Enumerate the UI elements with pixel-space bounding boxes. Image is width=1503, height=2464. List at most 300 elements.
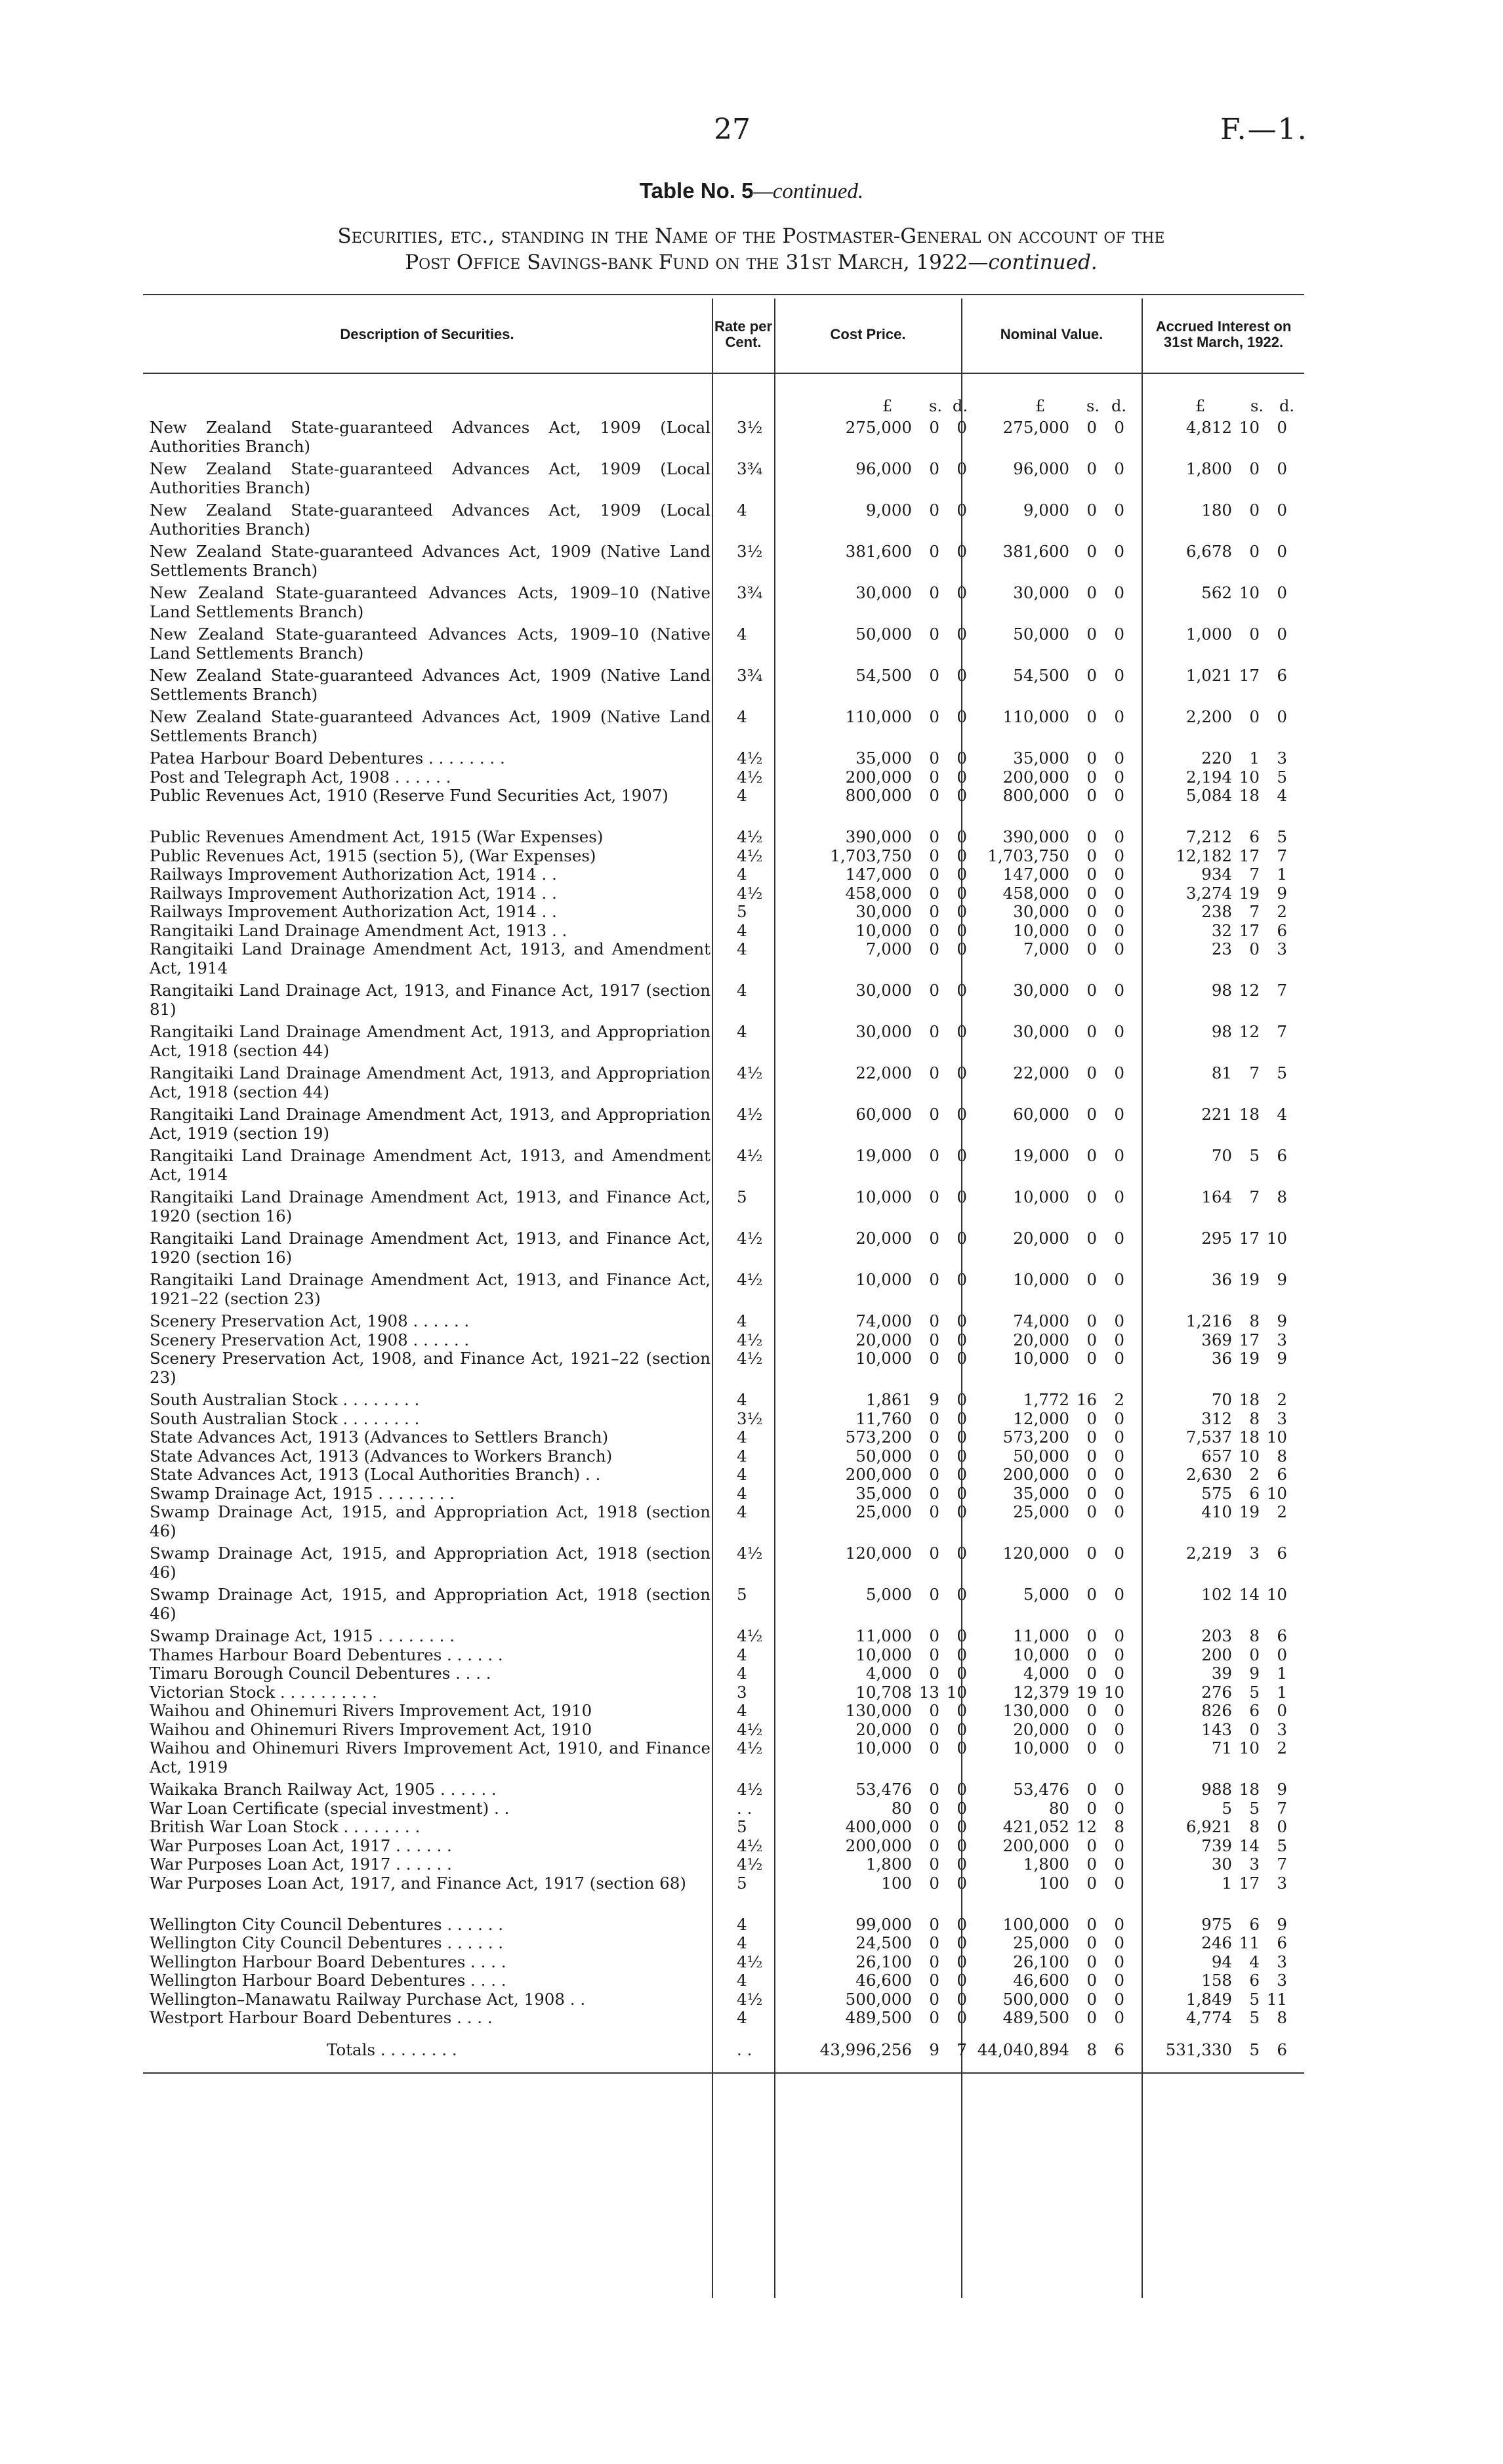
accrued-interest-pence: 6 [1277, 920, 1287, 940]
total-cost-price [812, 2041, 967, 2060]
cost-price [812, 1023, 967, 1042]
accrued-interest-pence: 4 [1277, 786, 1287, 805]
cost-price-pence: 0 [957, 1408, 967, 1428]
accrued-interest [1147, 1855, 1287, 1874]
cost-price [812, 749, 967, 768]
nominal-value-pounds: 275,000 [1002, 418, 1069, 437]
cost-price-pounds: 10,000 [855, 920, 912, 940]
accrued-interest-pence: 0 [1277, 459, 1287, 478]
nominal-value-pence: 0 [1114, 1349, 1124, 1368]
nominal-value-shillings: 0 [1086, 883, 1097, 903]
cost-price-pence: 0 [957, 749, 967, 768]
cost-price-shillings: 0 [929, 583, 939, 602]
nominal-value-pounds: 35,000 [1013, 749, 1069, 768]
accrued-interest-pounds: 220 [1201, 749, 1232, 768]
accrued-interest-shillings: 0 [1249, 542, 1260, 561]
nominal-value-shillings: 0 [1086, 920, 1097, 940]
cost-price-pence: 0 [957, 1817, 967, 1836]
nominal-value-pounds: 10,000 [1013, 1645, 1069, 1664]
rate-per-cent: 4 [737, 786, 747, 805]
table-row [143, 1023, 1304, 1064]
nominal-value-pounds: 19,000 [1013, 1146, 1069, 1165]
cost-price-pounds: 573,200 [845, 1427, 912, 1447]
accrued-interest-shillings: 6 [1249, 1483, 1260, 1503]
accrued-interest-pence: 3 [1277, 1719, 1287, 1739]
table-row [143, 1780, 1304, 1799]
cost-price-pence: 0 [957, 1855, 967, 1874]
table-row [143, 1447, 1304, 1466]
nominal-value [970, 1271, 1124, 1290]
accrued-interest [1147, 940, 1287, 959]
accrued-interest [1147, 1466, 1287, 1485]
accrued-interest-pence: 6 [1277, 1544, 1287, 1563]
accrued-interest [1147, 828, 1287, 847]
accrued-interest [1147, 1971, 1287, 1990]
accrued-interest-shillings: 8 [1249, 1311, 1260, 1330]
nominal-value-pounds: 12,000 [1013, 1408, 1069, 1428]
table-row [143, 1683, 1304, 1702]
nominal-value [970, 865, 1124, 884]
table-row [143, 1664, 1304, 1683]
accrued-interest-shillings: 7 [1249, 1187, 1260, 1206]
cost-price [812, 1271, 967, 1290]
cost-unit-pence: d. [953, 397, 968, 415]
nominal-value-pence: 0 [1114, 1933, 1124, 1952]
table-subtitle [184, 223, 1319, 276]
table-row [143, 1953, 1304, 1972]
nominal-value-pence: 0 [1114, 1146, 1124, 1165]
cost-price-pounds: 54,500 [855, 666, 912, 685]
cost-price-shillings: 0 [929, 1465, 939, 1484]
accrued-interest [1147, 1683, 1287, 1702]
cost-price-shillings: 0 [929, 418, 939, 437]
cost-price-pounds: 10,000 [855, 1349, 912, 1368]
nominal-value-shillings: 0 [1086, 1914, 1097, 1934]
nominal-value-pence: 0 [1114, 749, 1124, 768]
cost-price-pence: 0 [957, 883, 967, 903]
accrued-interest-pence: 1 [1277, 1664, 1287, 1683]
accrued-interest-pounds: 70 [1211, 1390, 1232, 1409]
accrued-interest [1147, 1739, 1287, 1758]
nominal-value-pence: 0 [1114, 1664, 1124, 1683]
cost-price-pounds: 120,000 [845, 1544, 912, 1563]
rate-per-cent: 4 [737, 1933, 747, 1952]
table-row [143, 981, 1304, 1023]
rate-per-cent: 4½ [737, 1330, 763, 1349]
accrued-interest [1147, 1312, 1287, 1331]
accrued-interest [1147, 884, 1287, 903]
security-description: Waihou and Ohinemuri Rivers Improvement Act, 1910, and Finance Act, 1919 [150, 1738, 710, 1776]
accrued-interest [1147, 1799, 1287, 1818]
accrued-interest-pounds: 30 [1211, 1855, 1232, 1874]
table-row [143, 828, 1304, 847]
cost-price-pence: 0 [957, 1645, 967, 1664]
cost-price-pounds: 30,000 [855, 981, 912, 1000]
cost-price-shillings: 0 [929, 1798, 939, 1818]
rate-per-cent: 4 [737, 1427, 747, 1447]
accrued-interest-pounds: 2,219 [1185, 1544, 1232, 1563]
table-row [143, 1271, 1304, 1312]
security-description: Wellington City Council Debentures . . . . . . [150, 1914, 504, 1934]
rate-per-cent: 4½ [737, 1270, 763, 1289]
cost-price-pence: 0 [957, 1836, 967, 1855]
nominal-value [970, 787, 1124, 806]
cost-price [812, 419, 967, 438]
cost-price-shillings: 0 [929, 1502, 939, 1521]
total-cost-price-pence: 7 [957, 2040, 967, 2059]
nominal-value-pounds: 10,000 [1013, 1349, 1069, 1368]
nominal-value-pounds: 46,600 [1013, 1971, 1069, 1990]
rate-per-cent: 5 [737, 1817, 747, 1836]
table-row [143, 625, 1304, 667]
nominal-value-pounds: 489,500 [1002, 2008, 1069, 2027]
accrued-interest-pence: 1 [1277, 865, 1287, 884]
cost-price-pounds: 10,000 [855, 1645, 912, 1664]
rate-per-cent: 4 [737, 1390, 747, 1409]
nominal-value-pounds: 12,379 [1013, 1682, 1069, 1702]
nominal-value [970, 1664, 1124, 1683]
rate-per-cent: 4½ [737, 1738, 763, 1757]
accrued-interest-pence: 8 [1277, 1187, 1287, 1206]
rate-per-cent: 4½ [737, 1229, 763, 1248]
cost-price [812, 1544, 967, 1563]
accrued-interest-pounds: 98 [1211, 981, 1232, 1000]
cost-unit-pound: £ [882, 397, 893, 415]
cost-price-shillings: 0 [929, 1914, 939, 1934]
accrued-interest [1147, 625, 1287, 644]
nominal-value [970, 543, 1124, 562]
nominal-value [970, 1023, 1124, 1042]
nominal-value [970, 1874, 1124, 1893]
security-description: War Loan Certificate (special investment) . . [150, 1798, 510, 1818]
nominal-value-shillings: 0 [1086, 583, 1097, 602]
cost-price-pounds: 7,000 [865, 939, 912, 958]
total-nominal-value [970, 2041, 1124, 2060]
cost-price-shillings: 0 [929, 1836, 939, 1855]
accrued-interest-shillings: 6 [1249, 1971, 1260, 1990]
accrued-interest [1147, 1064, 1287, 1083]
cost-price-pounds: 96,000 [855, 459, 912, 478]
nominal-value-pence: 0 [1114, 583, 1124, 602]
cost-price [812, 1447, 967, 1466]
accrued-interest-pounds: 369 [1201, 1330, 1232, 1349]
rate-per-cent: 5 [737, 1585, 747, 1604]
accrued-interest [1147, 1627, 1287, 1646]
nominal-value [970, 828, 1124, 847]
accrued-interest [1147, 1229, 1287, 1248]
accrued-interest-shillings: 10 [1239, 583, 1260, 602]
rate-per-cent: 4½ [737, 1349, 763, 1368]
cost-price-shillings: 0 [929, 1780, 939, 1799]
accrued-interest [1147, 1105, 1287, 1124]
nominal-value [970, 1391, 1124, 1410]
security-description: State Advances Act, 1913 (Local Authorities Branch) . . [150, 1465, 601, 1484]
accrued-interest-shillings: 19 [1239, 883, 1260, 903]
nominal-value-pounds: 100 [1039, 1873, 1069, 1893]
nominal-value-pounds: 30,000 [1013, 1022, 1069, 1041]
nominal-value [970, 1818, 1124, 1837]
security-description: Rangitaiki Land Drainage Amendment Act, 1913, and Appropriation Act, 1919 (section 19) [150, 1105, 710, 1143]
accrued-interest-shillings: 6 [1249, 1701, 1260, 1720]
table-row [143, 1544, 1304, 1586]
cost-price-pence: 0 [957, 902, 967, 921]
total-nominal-value-shillings: 8 [1086, 2040, 1097, 2059]
cost-price-pounds: 100 [881, 1873, 912, 1893]
cost-price-pence: 0 [957, 1780, 967, 1799]
cost-price-pence: 0 [957, 1390, 967, 1409]
nominal-value [970, 1739, 1124, 1758]
nominal-value-pounds: 800,000 [1002, 786, 1069, 805]
rate-per-cent: 4 [737, 501, 747, 520]
rate-per-cent: 3 [737, 1682, 747, 1702]
nominal-value-shillings: 0 [1086, 1971, 1097, 1990]
security-description: Thames Harbour Board Debentures . . . . . . [150, 1645, 503, 1664]
nominal-value [970, 1312, 1124, 1331]
accrued-interest-shillings: 19 [1239, 1502, 1260, 1521]
security-description: Rangitaiki Land Drainage Amendment Act, 1913, and Finance Act, 1920 (section 16) [150, 1187, 710, 1225]
accrued-interest-pounds: 988 [1201, 1780, 1232, 1799]
cost-price [812, 884, 967, 903]
nominal-value-pounds: 50,000 [1013, 625, 1069, 644]
accrued-interest [1147, 749, 1287, 768]
cost-price-shillings: 0 [929, 902, 939, 921]
table-row [143, 847, 1304, 866]
table-row [143, 2009, 1304, 2028]
accrued-interest-shillings: 12 [1239, 1022, 1260, 1041]
cost-price [812, 1780, 967, 1799]
cost-price-pence: 0 [957, 1933, 967, 1952]
accrued-interest-shillings: 10 [1239, 1446, 1260, 1466]
accrued-unit-pence: d. [1279, 397, 1294, 415]
cost-price-pence: 0 [957, 1311, 967, 1330]
nominal-value [970, 1229, 1124, 1248]
nominal-value-shillings: 19 [1076, 1682, 1097, 1702]
rate-per-cent: 4 [737, 1701, 747, 1720]
nominal-value [970, 1934, 1124, 1953]
nominal-value-pounds: 421,052 [1002, 1817, 1069, 1836]
accrued-interest-shillings: 17 [1239, 666, 1260, 685]
accrued-interest-shillings: 0 [1249, 939, 1260, 958]
table-row [143, 1739, 1304, 1780]
nominal-value-pounds: 5,000 [1023, 1585, 1069, 1604]
accrued-interest-pounds: 98 [1211, 1022, 1232, 1041]
nominal-value-pounds: 390,000 [1002, 827, 1069, 846]
nominal-value-pence: 0 [1114, 1780, 1124, 1799]
nominal-value [970, 1799, 1124, 1818]
cost-price-shillings: 0 [929, 827, 939, 846]
nominal-value-pounds: 200,000 [1002, 1836, 1069, 1855]
accrued-interest-shillings: 12 [1239, 981, 1260, 1000]
accrued-interest-shillings: 17 [1239, 846, 1260, 865]
table-row [143, 1428, 1304, 1447]
accrued-interest-pence: 3 [1277, 1971, 1287, 1990]
table-row [143, 1721, 1304, 1740]
accrued-interest-shillings: 0 [1249, 707, 1260, 726]
table-row [143, 1331, 1304, 1350]
cost-price-pounds: 200,000 [845, 1836, 912, 1855]
accrued-interest-shillings: 9 [1249, 1664, 1260, 1683]
accrued-interest-shillings: 11 [1239, 1933, 1260, 1952]
accrued-interest-shillings: 14 [1239, 1836, 1260, 1855]
subtitle-line-2: Post Office Savings-bank Fund on the 31st March, 1922—continued. [405, 251, 1098, 274]
accrued-interest-shillings: 6 [1249, 1914, 1260, 1934]
cost-price [812, 1916, 967, 1935]
cost-price-pence: 0 [957, 827, 967, 846]
cost-price-pence: 0 [957, 1664, 967, 1683]
rate-per-cent: 3¾ [737, 583, 763, 602]
nominal-value-pence: 0 [1114, 1427, 1124, 1447]
nominal-value-pence: 0 [1114, 1701, 1124, 1720]
cost-price-shillings: 0 [929, 1427, 939, 1447]
nominal-value-pence: 0 [1114, 1626, 1124, 1645]
accrued-interest [1147, 1874, 1287, 1893]
accrued-interest-shillings: 0 [1249, 459, 1260, 478]
accrued-interest-shillings: 17 [1239, 920, 1260, 940]
accrued-interest-shillings: 5 [1249, 1798, 1260, 1818]
rate-per-cent: 4 [737, 939, 747, 958]
security-description: Public Revenues Amendment Act, 1915 (War Expenses) [150, 827, 604, 846]
table-row [143, 667, 1304, 708]
nominal-value [970, 1485, 1124, 1504]
cost-price [812, 708, 967, 727]
nominal-value-pence: 0 [1114, 418, 1124, 437]
accrued-interest-pence: 7 [1277, 1855, 1287, 1874]
accrued-interest [1147, 1646, 1287, 1665]
accrued-interest-shillings: 4 [1249, 1952, 1260, 1971]
cost-price-shillings: 0 [929, 749, 939, 768]
nominal-value-shillings: 0 [1086, 1664, 1097, 1683]
nominal-value [970, 903, 1124, 922]
cost-price [812, 1147, 967, 1166]
nominal-value-shillings: 12 [1076, 1817, 1097, 1836]
security-description: Swamp Drainage Act, 1915 . . . . . . . . [150, 1483, 455, 1503]
nominal-value [970, 922, 1124, 941]
accrued-interest-pounds: 158 [1201, 1971, 1232, 1990]
cost-price [812, 1331, 967, 1350]
cost-price-shillings: 0 [929, 666, 939, 685]
table-row [143, 708, 1304, 749]
table-row [143, 1818, 1304, 1837]
accrued-interest [1147, 1818, 1287, 1837]
nominal-value-pounds: 60,000 [1013, 1105, 1069, 1124]
cost-price-pounds: 5,000 [865, 1585, 912, 1604]
cost-price-shillings: 0 [929, 1446, 939, 1466]
cost-price-pounds: 19,000 [855, 1146, 912, 1165]
accrued-interest [1147, 1702, 1287, 1721]
accrued-interest-pounds: 164 [1201, 1187, 1232, 1206]
security-description: Post and Telegraph Act, 1908 . . . . . . [150, 767, 451, 787]
accrued-interest-shillings: 17 [1239, 1229, 1260, 1248]
nominal-value-shillings: 0 [1086, 1836, 1097, 1855]
security-description: Rangitaiki Land Drainage Amendment Act, 1913, and Appropriation Act, 1918 (section 44) [150, 1022, 710, 1060]
nominal-value-pence: 0 [1114, 459, 1124, 478]
cost-price [812, 625, 967, 644]
cost-price [812, 1874, 967, 1893]
nominal-value-shillings: 0 [1086, 501, 1097, 520]
nominal-value [970, 1916, 1124, 1935]
nominal-value-shillings: 0 [1086, 1502, 1097, 1521]
nominal-value-pounds: 20,000 [1013, 1719, 1069, 1739]
nominal-value [970, 1503, 1124, 1522]
accrued-interest-pence: 0 [1277, 1817, 1287, 1836]
nominal-value-shillings: 0 [1086, 1465, 1097, 1484]
accrued-interest-shillings: 5 [1249, 1989, 1260, 2009]
accrued-interest-pence: 9 [1277, 883, 1287, 903]
accrued-interest-pence: 11 [1266, 1989, 1287, 2009]
nominal-value-pence: 0 [1114, 920, 1124, 940]
nominal-value-shillings: 0 [1086, 1446, 1097, 1466]
rate-per-cent: 4 [737, 1483, 747, 1503]
cost-price [812, 1466, 967, 1485]
nominal-value-pounds: 11,000 [1013, 1626, 1069, 1645]
security-description: New Zealand State-guaranteed Advances Act, 1909 (Native Land Settlements Branch) [150, 666, 710, 704]
nominal-value [970, 1586, 1124, 1605]
cost-price [812, 940, 967, 959]
accrued-interest-pence: 5 [1277, 1063, 1287, 1082]
accrued-interest-shillings: 19 [1239, 1349, 1260, 1368]
cost-price-shillings: 0 [929, 2008, 939, 2027]
table-row [143, 419, 1304, 460]
nominal-value-pence: 0 [1114, 1855, 1124, 1874]
accrued-interest-pounds: 1,800 [1185, 459, 1232, 478]
security-description: Swamp Drainage Act, 1915 . . . . . . . . [150, 1626, 455, 1645]
accrued-interest [1147, 865, 1287, 884]
nominal-value [970, 1064, 1124, 1083]
cost-price-pence: 0 [957, 1146, 967, 1165]
accrued-interest [1147, 1664, 1287, 1683]
accrued-interest [1147, 1934, 1287, 1953]
cost-price-shillings: 0 [929, 1229, 939, 1248]
table-row [143, 1064, 1304, 1105]
cost-price-pence: 0 [957, 2008, 967, 2027]
rate-per-cent: 4 [737, 1971, 747, 1990]
accrued-interest-pounds: 575 [1201, 1483, 1232, 1503]
security-description: Waihou and Ohinemuri Rivers Improvement Act, 1910 [150, 1701, 592, 1720]
nominal-value-pence: 0 [1114, 1738, 1124, 1757]
accrued-interest [1147, 501, 1287, 520]
accrued-interest-pounds: 410 [1201, 1502, 1232, 1521]
accrued-interest [1147, 708, 1287, 727]
accrued-interest-pence: 9 [1277, 1270, 1287, 1289]
table-row [143, 903, 1304, 922]
cost-price [812, 1349, 967, 1368]
accrued-interest-shillings: 19 [1239, 1270, 1260, 1289]
cost-price-pence: 0 [957, 1022, 967, 1041]
total-accrued-interest [1147, 2041, 1287, 2060]
security-description: Waikaka Branch Railway Act, 1905 . . . . . . [150, 1780, 497, 1799]
cost-price-pounds: 20,000 [855, 1229, 912, 1248]
cost-price [812, 1312, 967, 1331]
accrued-interest-pence: 2 [1277, 902, 1287, 921]
nominal-value-pounds: 10,000 [1013, 1738, 1069, 1757]
table-row [143, 749, 1304, 768]
nominal-value-pence: 0 [1114, 1989, 1124, 2009]
cost-price-shillings: 9 [929, 1390, 939, 1409]
cost-price-shillings: 0 [929, 542, 939, 561]
col-rate: Rate per Cent. [714, 318, 773, 350]
nominal-value-shillings: 0 [1086, 1780, 1097, 1799]
cost-price-shillings: 0 [929, 1311, 939, 1330]
nominal-value-shillings: 0 [1086, 666, 1097, 685]
cost-price [812, 1586, 967, 1605]
accrued-interest-pence: 0 [1277, 501, 1287, 520]
cost-price [812, 1391, 967, 1410]
security-description: Rangitaiki Land Drainage Amendment Act, 1913, and Amendment Act, 1914 [150, 939, 710, 977]
accrued-interest-shillings: 18 [1239, 1105, 1260, 1124]
table-row [143, 1312, 1304, 1331]
accrued-interest-shillings: 8 [1249, 1408, 1260, 1428]
security-description: War Purposes Loan Act, 1917 . . . . . . [150, 1836, 452, 1855]
